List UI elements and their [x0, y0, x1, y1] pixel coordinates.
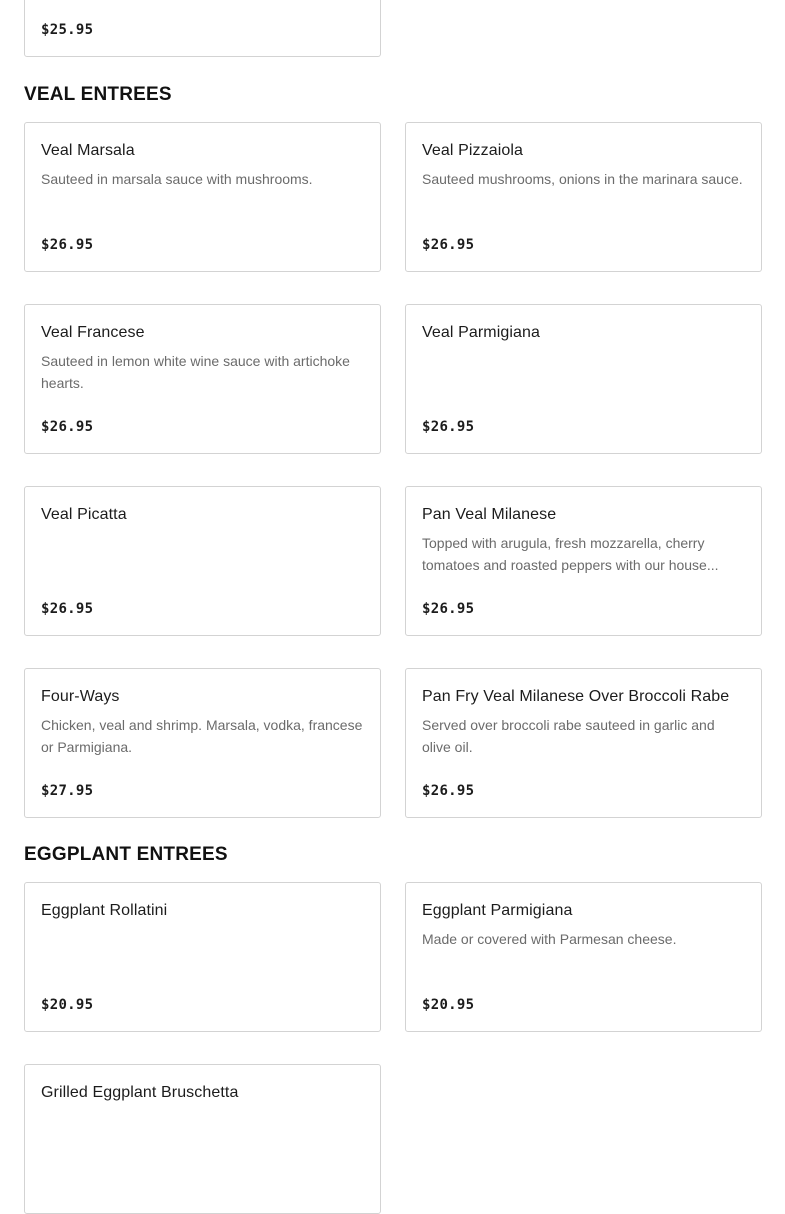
menu-item-card[interactable] [24, 882, 381, 1032]
menu-item-card[interactable] [24, 1064, 381, 1214]
item-price: $26.95 [422, 237, 475, 253]
menu-item-card[interactable] [405, 122, 762, 272]
item-description: Sauteed in lemon white wine sauce with artichoke hearts. [41, 353, 350, 391]
section-title-veal-entrees: VEAL ENTREES [24, 84, 172, 105]
item-description: Sauteed in marsala sauce with mushrooms. [41, 171, 313, 187]
item-price: $26.95 [422, 419, 475, 435]
item-name: Veal Picatta [41, 506, 127, 523]
item-name: Four-Ways [41, 688, 120, 705]
item-price: $26.95 [422, 783, 475, 799]
menu-item-card[interactable] [24, 486, 381, 636]
item-description: Chicken, veal and shrimp. Marsala, vodka, francese or Parmigiana. [41, 717, 363, 755]
menu-item-card[interactable] [24, 0, 381, 57]
item-name: Grilled Eggplant Bruschetta [41, 1084, 239, 1101]
item-name: Eggplant Parmigiana [422, 902, 573, 919]
menu-item-card[interactable] [405, 304, 762, 454]
item-description: Served over broccoli rabe sauteed in garlic and olive oil. [422, 717, 715, 755]
item-price: $26.95 [41, 601, 94, 617]
item-price: $26.95 [41, 419, 94, 435]
item-price: $26.95 [422, 601, 475, 617]
item-name: Veal Marsala [41, 142, 135, 159]
item-price: $20.95 [41, 997, 94, 1013]
section-title-eggplant-entrees: EGGPLANT ENTREES [24, 844, 228, 865]
item-name: Pan Fry Veal Milanese Over Broccoli Rabe [422, 688, 730, 705]
item-name: Veal Francese [41, 324, 145, 341]
item-description: Sauteed mushrooms, onions in the marinara sauce. [422, 171, 743, 187]
menu-item-card[interactable] [405, 486, 762, 636]
item-description: Topped with arugula, fresh mozzarella, cherry tomatoes and roasted peppers with our house... [422, 535, 719, 573]
item-name: Pan Veal Milanese [422, 506, 557, 523]
item-name: Veal Pizzaiola [422, 142, 524, 159]
item-name: Eggplant Rollatini [41, 902, 168, 919]
menu-item-card[interactable] [405, 882, 762, 1032]
menu-item-card[interactable] [24, 668, 381, 818]
menu-item-card[interactable] [405, 668, 762, 818]
item-description: Made or covered with Parmesan cheese. [422, 931, 677, 947]
menu-item-card[interactable] [24, 304, 381, 454]
item-price: $20.95 [422, 997, 475, 1013]
item-price: $25.95 [41, 22, 94, 38]
item-price: $26.95 [41, 237, 94, 253]
item-name: Veal Parmigiana [422, 324, 541, 341]
item-price: $27.95 [41, 783, 94, 799]
menu-item-card[interactable] [24, 122, 381, 272]
